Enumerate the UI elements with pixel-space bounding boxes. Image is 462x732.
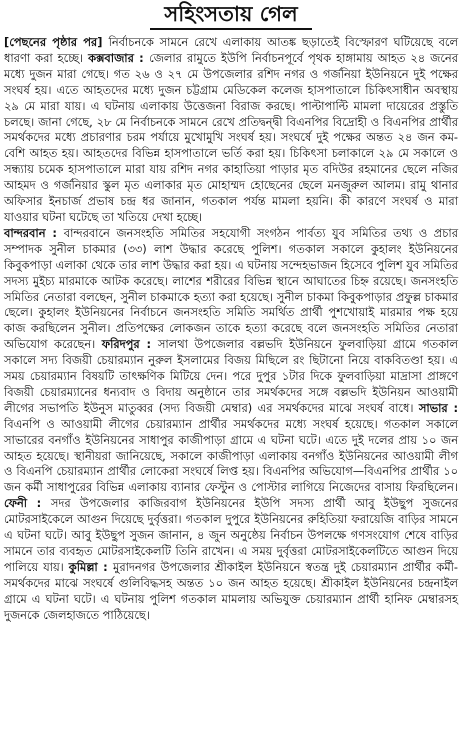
- paragraph-intro-coxsbazar: [4, 35, 458, 226]
- body-text: মুরাদনগর উপজেলার শ্রীকাইল ইউনিয়নে স্বতন্ত্র দুই চেয়ারম্যান প্রার্থীর কর্মী-সমর্থকদের মাঝে সংঘর্ষে গুলিবিদ্ধসহ অন্তত ১০ জন আহত হয়েছে। শ্রীকাইল ইউনিয়নের চন্দ্রনাইল গ্রামে এ ঘটনা ঘটে। এ ঘটনায় পুলিশ গতকাল মামলায় অভিযুক্ত চেয়ারম্যান প্রার্থী হানিফ মেম্বারসহ দুজনকে জেলহাজতে পাঠিয়েছে।: [4, 559, 458, 622]
- headline: সহিংসতায় গেল: [150, 0, 311, 30]
- location-label-cumilla: কুমিল্লা :: [68, 559, 114, 574]
- body-text: জেলার রামুতে ইউপি নির্বাচনপূর্বে পৃথক হাঙ্গামায় আহত ২৪ জনের মধ্যে দুজন মারা গেছে। গত ২৬ ও ২৭ মে উপজেলার রশিদ নগর ও গর্জনিয়া ইউনিয়নে দুই পক্ষের সংঘর্ষ হয়। এতে আহতদের মধ্যে দুজন চট্টগ্রাম মেডিকেল কলেজ হাসপাতালে চিকিৎসাধীন অবস্থায় ২৯ মে মারা যায়। এ ঘটনায় এলাকায় উত্তেজনা বিরাজ করছে। পাল্টাপাল্টি মামলা দায়েরের প্রস্তুতি চলছে। জানা গেছে, ২৮ মে নির্বাচনকে সামনে রেখে প্রতিদ্বন্দ্বী বিএনপির বিদ্রোহী ও বিএনপির প্রার্থীর সমর্থকদের মধ্যে প্রচারণার চরম পর্যায়ে মুখোমুখি সংঘর্ষ হয়। সংঘর্ষে দুই পক্ষের অন্তত ২৪ জন কম-বেশি আহত হয়। আহতদের বিভিন্ন হাসপাতালে ভর্তি করা হয়। চিকিৎসা চলাকালে ২৯ মে সকালে ও সন্ধ্যায় চমেক হাসপাতালে মারা যায় রশিদ নগর কাহাতিয়া পাড়ার মৃত বদিউর রহমানের ছেলে নজির আহমদ ও গর্জনিয়ার স্কুল মৃত এলাকার মৃত মোহাম্মদ হোছেনের ছেলে মনজুরুল আলম। রামু থানার অফিসার ইনচার্জ প্রভাষ চন্দ্র ধর জানান, গতকাল পর্যন্ত মামলা হয়নি। কী কারণে সংঘর্ষ ও মারা যাওয়ার ঘটনা ঘটেছে তা খতিয়ে দেখা হচ্ছে।: [4, 50, 459, 224]
- continuation-marker: [পেছনের পৃষ্ঠার পর]: [4, 35, 109, 49]
- location-label-faridpur: ফরিদপুর :: [101, 337, 158, 352]
- headline-container: [4, 0, 458, 30]
- location-label-bandarban: বান্দরবান :: [4, 225, 64, 240]
- body-text: বান্দরবানে জনসংহতি সমিতির সহযোগী সংগঠন পার্বত্য যুব সমিতির তথ্য ও প্রচার সম্পাদক সুনীল চাকমার (৩৩) লাশ উদ্ধার করেছে পুলিশ। গতকাল সকালে কুহালং ইউনিয়নের কিবুকপাড়া এলাকা থেকে তার লাশ উদ্ধার করা হয়। এ ঘটনায় সন্দেহভাজন হিসেবে পুলিশ যুব সমিতির সদস্য মুইচ্য মারমাকে আটক করেছে। লাশের শরীরের বিভিন্ন স্থানে আঘাতের চিহ্ন রয়েছে। জনসংহতি সমিতির নেতারা বলছেন, সুনীল চাকমাকে হত্যা করা হয়েছে। সুনীল চাকমা কিবুকপাড়ার প্রফুল্ল চাকমার ছেলে। কুহালং ইউনিয়নের নির্বাচনে জনসংহতি সমিতি সমর্থিত প্রার্থী পুশখোয়াই মারমার পক্ষ হয়ে কাজ করছিলেন সুনীল। প্রতিপক্ষের লোকজন তাকে হত্যা করেছে বলে জনসংহতি সমিতির নেতারা অভিযোগ করেছেন।: [4, 225, 458, 352]
- body-text: নির্বাচনকে সামনে রেখে এলাকায় আতঙ্ক ছড়াতেই বিস্ফোরণ ঘটিয়েছে বলে ধারণা করা হচ্ছে।: [4, 35, 458, 65]
- location-label-feni: ফেনী :: [4, 496, 51, 511]
- paragraph-regional-reports: [4, 226, 458, 624]
- body-text: সালথা উপজেলার বল্লভদি ইউনিয়নে ফুলবাড়িয়া গ্রামে গতকাল সকালে সদ্য বিজয়ী চেয়ারম্যান নুরুল ইসলামের বিজয় মিছিলে রং ছিটানো নিয়ে বাকবিতণ্ডা হয়। এ সময় চেয়ারম্যান বিষয়টি তাৎক্ষণিক মিটিয়ে দেন। পরে দুপুর ১টার দিকে ফুলবাড়িয়া মাদ্রাসা প্রাঙ্গণে বিজয়ী চেয়ারম্যানের ধন্যবাদ ও বিদায় অনুষ্ঠানে তার সমর্থকদের সঙ্গে বল্লভদি ইউনিয়ন আওয়ামী লীগের সভাপতি ইউনুস মাতুব্বর (সদ্য বিজয়ী মেম্বার) এর সমর্থকদের মাঝে সংঘর্ষ বাধে।: [4, 337, 458, 415]
- body-text: সদর উপজেলার কাজিরবাগ ইউনিয়নের ইউপি সদস্য প্রার্থী আবু ইউছুপ সুজনের মোটরসাইকেলে আগুন দিয়েছে দুর্বৃত্তরা। গতকাল দুপুরে ইউনিয়নের রুহিতিয়া ফরায়েজি বাড়ির সামনে এ ঘটনা ঘটে। আবু ইউছুপ সুজন জানান, ৪ জুন অনুষ্ঠেয় নির্বাচন উপলক্ষে গণসংযোগ শেষে বাড়ির সামনে তার ব্যবহৃত মোটরসাইকেলটি তিনি রাখেন। এ সময় দুর্বৃত্তরা মোটরসাইকেলটিতে আগুন দিয়ে পালিয়ে যায়।: [4, 496, 458, 574]
- body-text: বিএনপি ও আওয়ামী লীগের চেয়ারম্যান প্রার্থীর সমর্থকদের মধ্যে সংঘর্ষ হয়েছে। গতকাল সকালে সাভারের বনগাঁও ইউনিয়নের সাধাপুর কাজীপাড়া গ্রামে এ ঘটনা ঘটে। এতে দুই দলের প্রায় ১০ জন আহত হয়েছে। স্থানীয়রা জানিয়েছে, সকালে কাজীপাড়া এলাকায় বনগাঁও ইউনিয়নের আওয়ামী লীগ ও বিএনপি চেয়ারম্যান প্রার্থীর লোকেরা সংঘর্ষে লিপ্ত হয়। বিএনপির অভিযোগ—বিএনপির প্রার্থীর ১০ জন কর্মী সাধাপুরের বিভিন্ন এলাকায় ব্যানার ফেস্টুন ও পোস্টার লাগিয়ে নিজেদের বাসায় ফিরছিলেন।: [4, 416, 458, 495]
- article-body: [4, 35, 458, 624]
- location-label-savar: সাভার :: [418, 400, 459, 415]
- location-label-coxsbazar: কক্সবাজার :: [88, 50, 150, 65]
